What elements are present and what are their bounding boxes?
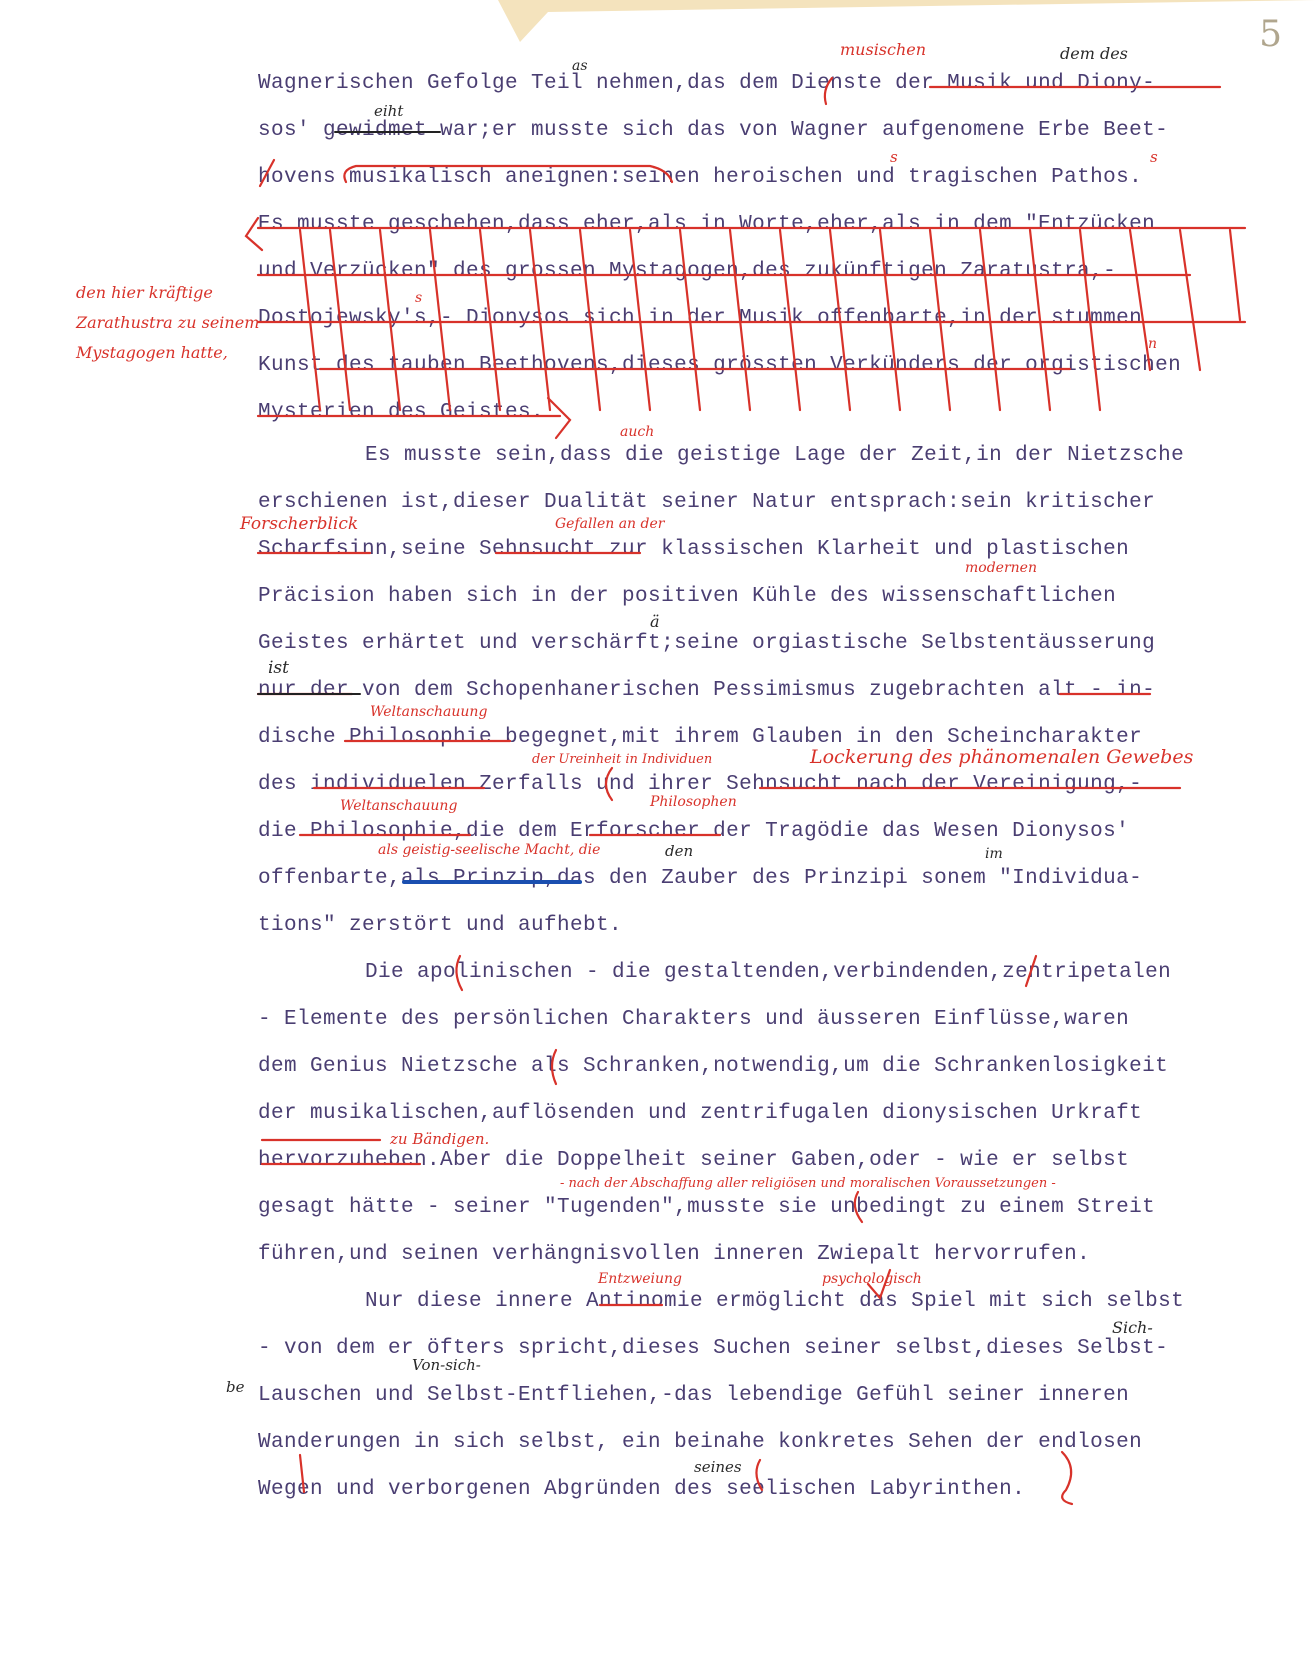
typed-line: dem Genius Nietzsche als Schranken,notwendig,um die Schrankenlosigkeit <box>258 1055 1169 1078</box>
handwritten-insertion: seines <box>694 1458 742 1476</box>
typed-line: und Verzücken" des grossen Mystagogen,des zukünftigen Zaratustra,- <box>258 260 1117 283</box>
insert-bracket <box>552 1050 556 1084</box>
typed-line: offenbarte,als Prinzip,das den Zauber des Prinzipi sonem "Individua- <box>258 867 1143 890</box>
insert-bracket <box>456 956 462 990</box>
insert-caret <box>260 160 274 186</box>
handwritten-insertion: dem des <box>1060 44 1128 63</box>
typed-line: der musikalischen,auflösenden und zentrifugalen dionysischen Urkraft <box>258 1102 1143 1125</box>
insert-mark <box>1062 1452 1072 1504</box>
typed-line: Wegen und verborgenen Abgründen des seelischen Labyrinthen. <box>258 1478 1026 1501</box>
typed-line: Geistes erhärtet und verschärft;seine orgiastische Selbstentäusserung <box>258 632 1156 655</box>
typed-line: Wanderungen in sich selbst, ein beinahe konkretes Sehen der endlosen <box>258 1431 1143 1454</box>
typed-line: Präcision haben sich in der positiven Kühle des wissenschaftlichen <box>258 585 1117 608</box>
handwritten-insertion: Weltanschauung <box>370 704 488 720</box>
handwritten-insertion: Gefallen an der <box>555 516 665 532</box>
typed-line: Es musste geschehen,dass eher,als in Worte,eher,als in dem "Entzücken <box>258 213 1156 236</box>
typed-line: führen,und seinen verhängnisvollen inneren Zwiepalt hervorrufen. <box>258 1243 1091 1266</box>
handwritten-insertion: zu Bändigen. <box>390 1130 490 1148</box>
typed-line: Scharfsinn,seine Sehnsucht zur klassischen Klarheit und plastischen <box>258 538 1130 561</box>
typed-line: Wagnerischen Gefolge Teil nehmen,das dem Dienste der Musik und Diony- <box>258 72 1156 95</box>
typed-line: erschienen ist,dieser Dualität seiner Natur entsprach:sein kritischer <box>258 491 1156 514</box>
typed-line: dische Philosophie begegnet,mit ihrem Glauben in den Scheincharakter <box>258 726 1143 749</box>
handwritten-insertion: - nach der Abschaffung aller religiösen und moralischen Voraussetzungen - <box>560 1176 1056 1191</box>
typed-line: Die apolinischen - die gestaltenden,verbindenden,zentripetalen <box>365 961 1172 984</box>
handwritten-insertion: ist <box>268 658 289 678</box>
handwritten-insertion: Sich- <box>1112 1318 1153 1337</box>
typed-line: - Elemente des persönlichen Charakters und äusseren Einflüsse,waren <box>258 1008 1130 1031</box>
insert-bracket <box>825 78 832 104</box>
page-number: 5 <box>1259 14 1282 55</box>
handwritten-insertion: Weltanschauung <box>340 798 458 814</box>
handwritten-insertion: s <box>890 148 898 166</box>
insert-bracket <box>756 1460 762 1490</box>
handwritten-insertion: als geistig-seelische Macht, die <box>378 842 601 858</box>
typed-line: gesagt hätte - seiner "Tugenden",musste sie unbedingt zu einem Streit <box>258 1196 1156 1219</box>
typed-line: sos' gewidmet war;er musste sich das von Wagner aufgenomene Erbe Beet- <box>258 119 1169 142</box>
typed-line: Nur diese innere Antinomie ermöglicht das Spiel mit sich selbst <box>365 1290 1185 1313</box>
insert-caret <box>1026 956 1036 986</box>
handwritten-insertion: be <box>226 1378 245 1396</box>
handwritten-insertion: modernen <box>965 560 1037 576</box>
bracket-line <box>344 166 672 182</box>
handwritten-insertion: musischen <box>840 40 927 59</box>
typed-line: hervorzuheben.Aber die Doppelheit seiner Gaben,oder - wie er selbst <box>258 1149 1130 1172</box>
handwritten-insertion: n <box>1148 336 1158 352</box>
handwritten-insertion: im <box>985 846 1003 862</box>
typed-line: Dostojewsky's,- Dionysos sich in der Musik offenbarte,in der stummen <box>258 307 1143 330</box>
handwritten-insertion: Philosophen <box>650 794 737 810</box>
handwritten-insertion: s <box>415 290 423 306</box>
cross-out-hatching <box>300 230 1240 410</box>
handwritten-insertion: auch <box>620 424 655 440</box>
typed-line: die Philosophie,die dem Erforscher der Tragödie das Wesen Dionysos' <box>258 820 1130 843</box>
typed-line: Mysterien des Geistes. <box>258 401 545 424</box>
handwritten-insertion: s <box>1150 148 1158 166</box>
handwritten-insertion: ä <box>650 612 660 631</box>
insert-bracket <box>855 1192 862 1222</box>
typed-line: Es musste sein,dass die geistige Lage der Zeit,in der Nietzsche <box>365 444 1185 467</box>
typed-line: des individuelen Zerfalls und ihrer Sehnsucht nach der Vereinigung,- <box>258 773 1143 796</box>
handwritten-insertion: eiht <box>374 102 404 120</box>
handwritten-insertion: den <box>665 842 694 860</box>
typed-line: Kunst des tauben Beethovens,dieses grössten Verkünders der orgistischen <box>258 354 1182 377</box>
typed-line: - von dem er öfters spricht,dieses Suchen seiner selbst,dieses Selbst- <box>258 1337 1169 1360</box>
margin-note-line: den hier kräftige <box>76 283 213 302</box>
handwritten-insertion: Von-sich- <box>412 1356 481 1374</box>
insert-caret <box>868 1270 890 1298</box>
typed-line: nur der von dem Schopenhanerischen Pessimismus zugebrachten alt - in- <box>258 679 1156 702</box>
handwritten-insertion: der Ureinheit in Individuen <box>532 752 713 767</box>
handwritten-insertion: Lockerung des phänomenalen Gewebes <box>810 746 1194 768</box>
insert-mark <box>300 1455 304 1492</box>
handwritten-insertion: psychologisch <box>822 1271 922 1287</box>
typed-line: tions" zerstört und aufhebt. <box>258 914 623 937</box>
handwritten-insertion: as <box>572 58 588 74</box>
margin-note-line: Mystagogen hatte, <box>76 343 228 362</box>
insert-bracket <box>606 768 612 800</box>
handwritten-insertion: Entzweiung <box>598 1271 682 1287</box>
typed-line: Lauschen und Selbst-Entfliehen,-das lebendige Gefühl seiner inneren <box>258 1384 1130 1407</box>
typed-line: hovens musikalisch aneignen:seinen heroischen und tragischen Pathos. <box>258 166 1143 189</box>
margin-note-line: Zarathustra zu seinem <box>76 313 260 332</box>
handwritten-insertion: Forscherblick <box>240 514 359 534</box>
delete-bracket <box>246 218 262 250</box>
delete-bracket <box>548 398 570 438</box>
